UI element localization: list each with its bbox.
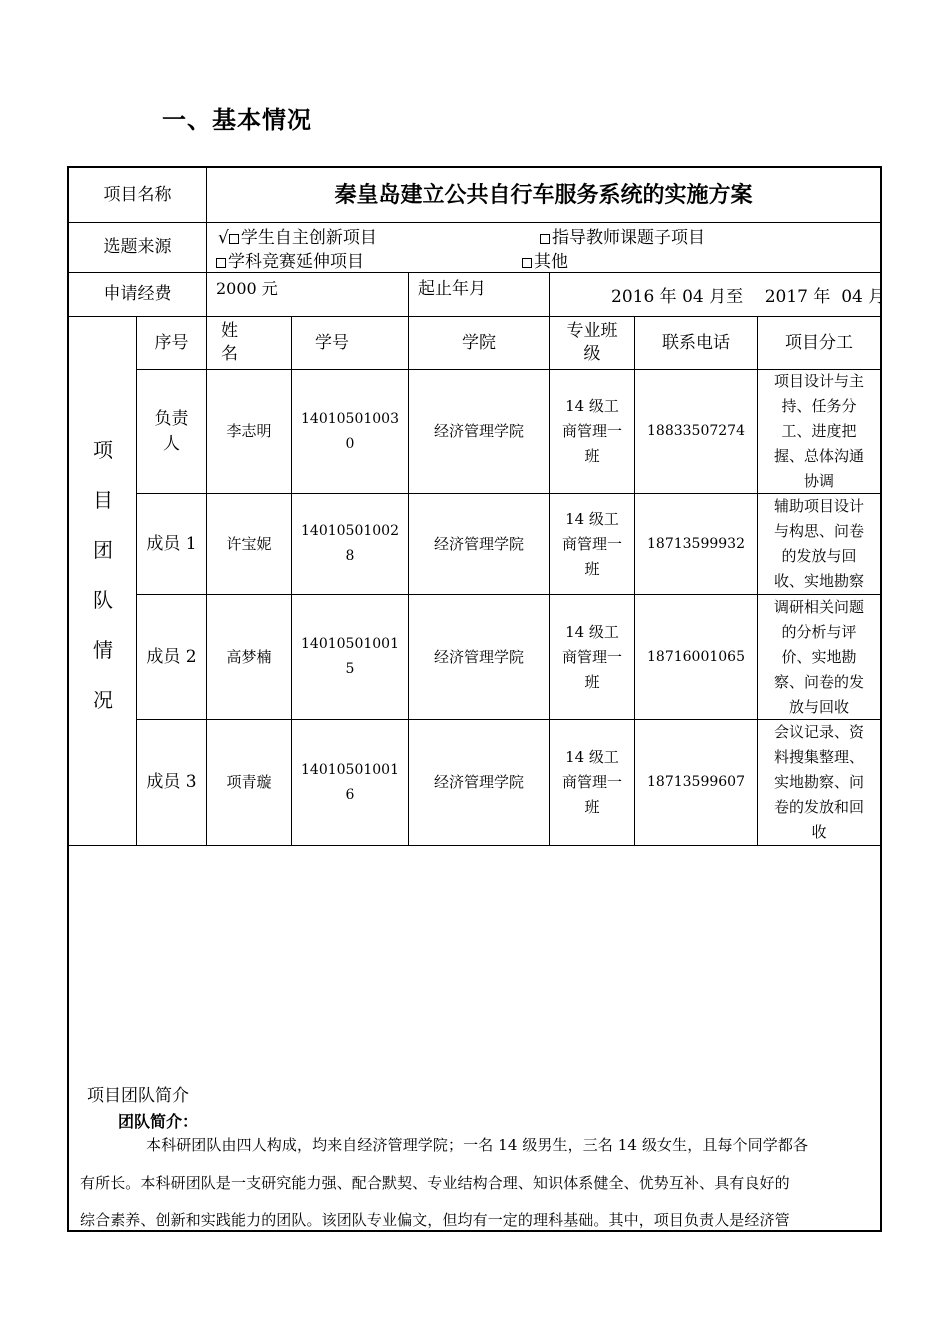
rule	[68, 845, 881, 846]
team-intro-line: 有所长。本科研团队是一支研究能力强、配合默契、专业结构合理、知识体系健全、优势互补、具有良好的	[80, 1174, 790, 1192]
member-duty: 项目设计与主 持、任务分 工、进度把 握、总体沟通 协调	[773, 372, 864, 490]
col-header-duty: 项目分工	[785, 332, 853, 353]
member-duty: 会议记录、资 料搜集整理、 实地勘察、问 卷的发放和回 收	[773, 723, 864, 841]
col-header-major: 专业班 级	[566, 321, 618, 364]
member-name: 高梦楠	[226, 647, 272, 666]
member-major: 14 级工 商管理一 班	[561, 397, 622, 465]
checkbox-icon	[522, 258, 532, 268]
member-student-id: 14010501003 0	[301, 410, 399, 452]
team-intro-subheading: 团队简介：	[118, 1112, 199, 1131]
project-name-label: 项目名称	[103, 184, 172, 205]
member-student-id: 14010501001 5	[301, 636, 399, 677]
source-option-student[interactable]: √ 学生自主创新项目	[218, 228, 377, 248]
member-phone: 18716001065	[647, 648, 745, 665]
member-role: 成员 1	[146, 533, 197, 554]
col-header-student-id: 学号	[315, 332, 349, 353]
team-section-label: 项 目 团 队 情 况	[93, 438, 113, 712]
source-option-other[interactable]: 其他	[522, 250, 568, 274]
col-header-name: 姓 名	[221, 321, 238, 364]
member-role: 负责 人	[154, 408, 189, 454]
member-name: 李志明	[226, 422, 272, 440]
project-name-value: 秦皇岛建立公共自行车服务系统的实施方案	[334, 182, 753, 208]
member-student-id: 14010501001 6	[301, 761, 399, 803]
member-phone: 18833507274	[647, 423, 745, 439]
col-header-phone: 联系电话	[662, 332, 730, 353]
member-college: 经济管理学院	[433, 773, 524, 791]
checked-mark: √	[218, 228, 229, 248]
source-option-competition[interactable]: 学科竞赛延伸项目	[216, 250, 364, 274]
member-duty: 调研相关问题 的分析与评 价、实地勘 察、问卷的发 放与回收	[773, 597, 864, 716]
member-major: 14 级工 商管理一 班	[561, 748, 622, 816]
col-header-seq: 序号	[154, 332, 189, 353]
member-student-id: 14010501002 8	[301, 523, 399, 564]
member-name: 许宝妮	[226, 534, 272, 553]
rule	[408, 273, 409, 317]
topic-source-label: 选题来源	[103, 237, 172, 257]
funding-value: 2000 元	[216, 279, 278, 298]
team-intro-label: 项目团队简介	[87, 1086, 189, 1106]
team-intro-line: 本科研团队由四人构成，均来自经济管理学院；一名 14 级男生，三名 14 级女生，且每个同学都各	[146, 1136, 809, 1154]
col-header-college: 学院	[462, 332, 496, 353]
team-intro-line: 综合素养、创新和实践能力的团队。该团队专业偏文，但均有一定的理科基础。其中，项目负责人是经济管	[80, 1211, 790, 1229]
member-duty: 辅助项目设计 与构思、问卷 的发放与回 收、实地勘察	[773, 497, 864, 590]
source-option-teacher[interactable]: 指导教师课题子项目	[540, 226, 705, 250]
rule	[549, 273, 550, 317]
section-heading: 一、基本情况	[162, 106, 312, 134]
member-role: 成员 3	[146, 772, 197, 792]
member-name: 项青璇	[226, 773, 272, 791]
checkbox-icon	[229, 234, 239, 244]
member-college: 经济管理学院	[433, 422, 524, 440]
checkbox-icon	[216, 258, 226, 268]
member-college: 经济管理学院	[433, 647, 524, 666]
member-role: 成员 2	[146, 646, 197, 667]
member-college: 经济管理学院	[433, 534, 524, 553]
member-phone: 18713599932	[647, 535, 745, 552]
member-major: 14 级工 商管理一 班	[561, 622, 622, 691]
member-major: 14 级工 商管理一 班	[561, 509, 622, 578]
period-value: 2016 年 04 月至 2017 年 04 月	[611, 287, 886, 307]
period-label: 起止年月	[418, 279, 486, 299]
member-phone: 18713599607	[647, 774, 745, 790]
funding-label: 申请经费	[103, 284, 172, 304]
checkbox-icon	[540, 234, 550, 244]
